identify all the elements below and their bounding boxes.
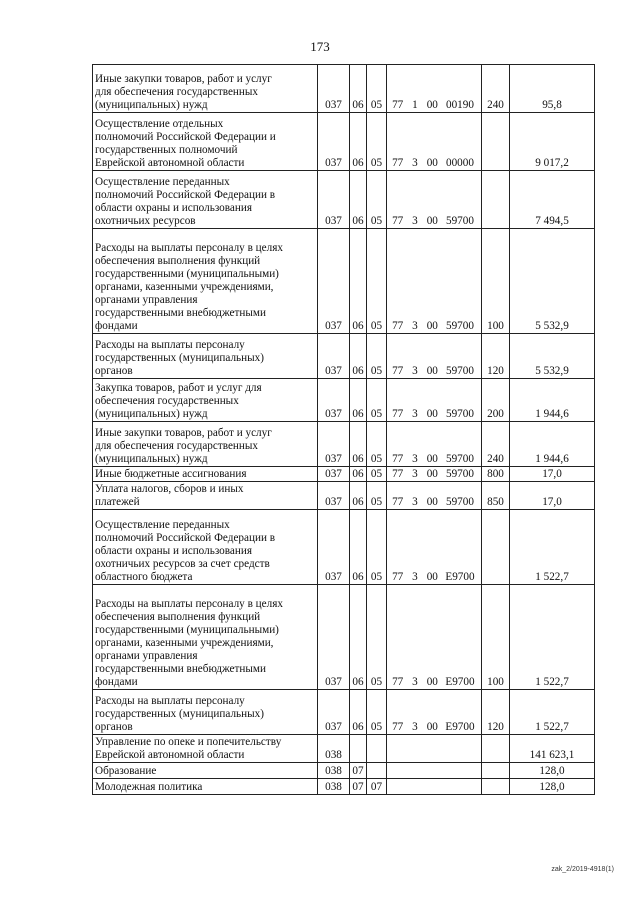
subsection-code-cell: 05 [367, 229, 387, 334]
subsection-code-cell: 05 [367, 585, 387, 690]
ministry-code-cell: 037 [318, 379, 350, 422]
section-code-cell: 06 [350, 482, 367, 510]
target-article-cell [387, 482, 482, 510]
section-code-cell: 06 [350, 422, 367, 467]
amount-cell: 141 623,1 [510, 735, 595, 763]
target-article-part: 77 [392, 571, 404, 583]
amount-cell: 1 944,6 [510, 422, 595, 467]
subsection-code-cell: 05 [367, 171, 387, 229]
target-article-part: E9700 [445, 571, 475, 583]
table-row [93, 779, 595, 795]
ministry-code-cell: 037 [318, 229, 350, 334]
budget-table [92, 64, 595, 795]
subsection-code-cell: 05 [367, 467, 387, 482]
target-article-part: 77 [392, 468, 404, 480]
target-article-cell [387, 113, 482, 171]
section-code-cell: 06 [350, 510, 367, 585]
ministry-code-cell: 037 [318, 690, 350, 735]
target-article-part: 00 [426, 721, 438, 733]
target-article-part: 3 [412, 468, 418, 480]
subsection-code-cell [367, 763, 387, 779]
target-article-part: 59700 [445, 496, 474, 508]
expense-name-cell: Управление по опеке и попечительству Еврейской автономной области [93, 735, 318, 763]
target-article-part: 3 [412, 571, 418, 583]
target-article-part: E9700 [445, 721, 475, 733]
amount-cell: 1 944,6 [510, 379, 595, 422]
target-article-cell [387, 422, 482, 467]
ministry-code-cell: 038 [318, 735, 350, 763]
target-article-part: 77 [392, 408, 404, 420]
target-article-part: 77 [392, 676, 404, 688]
target-article-part: 00 [426, 320, 438, 332]
table-row [93, 65, 595, 113]
target-article-part: 59700 [445, 215, 474, 227]
expense-name-cell: Закупка товаров, работ и услуг для обеспечения государственных (муниципальных) нужд [93, 379, 318, 422]
subsection-code-cell: 05 [367, 422, 387, 467]
section-code-cell: 07 [350, 779, 367, 795]
target-article-part: E9700 [445, 676, 475, 688]
ministry-code-cell: 037 [318, 422, 350, 467]
section-code-cell: 06 [350, 65, 367, 113]
page-number: 173 [310, 39, 330, 54]
amount-cell: 1 522,7 [510, 690, 595, 735]
section-code-cell: 06 [350, 690, 367, 735]
target-article-cell [387, 763, 482, 779]
subsection-code-cell: 05 [367, 65, 387, 113]
expense-name-cell: Расходы на выплаты персоналу государственных (муниципальных) органов [93, 690, 318, 735]
amount-cell: 128,0 [510, 779, 595, 795]
section-code-cell: 06 [350, 467, 367, 482]
subsection-code-cell: 05 [367, 334, 387, 379]
subsection-code-cell [367, 735, 387, 763]
expense-type-cell: 200 [482, 379, 510, 422]
target-article-part: 59700 [445, 320, 474, 332]
target-article-part: 00 [426, 453, 438, 465]
amount-cell: 7 494,5 [510, 171, 595, 229]
ministry-code-cell: 037 [318, 585, 350, 690]
table-row [93, 585, 595, 690]
ministry-code-cell: 038 [318, 779, 350, 795]
target-article-part: 59700 [445, 365, 474, 377]
amount-cell: 1 522,7 [510, 510, 595, 585]
ministry-code-cell: 037 [318, 467, 350, 482]
section-code-cell: 06 [350, 171, 367, 229]
expense-type-cell: 100 [482, 229, 510, 334]
target-article-cell [387, 467, 482, 482]
table-body [93, 65, 595, 795]
expense-type-cell: 120 [482, 334, 510, 379]
document-code: zak_2/2019-4918(1) [551, 866, 614, 873]
expense-name-cell: Расходы на выплаты персоналу государственных (муниципальных) органов [93, 334, 318, 379]
target-article-part: 77 [392, 453, 404, 465]
expense-type-cell [482, 735, 510, 763]
expense-name-cell: Иные закупки товаров, работ и услуг для обеспечения государственных (муниципальных) нужд [93, 65, 318, 113]
subsection-code-cell: 05 [367, 510, 387, 585]
target-article-cell [387, 229, 482, 334]
target-article-part: 3 [412, 365, 418, 377]
target-article-part: 3 [412, 496, 418, 508]
expense-type-cell [482, 113, 510, 171]
subsection-code-cell: 05 [367, 690, 387, 735]
target-article-part: 3 [412, 721, 418, 733]
target-article-part: 00 [426, 365, 438, 377]
expense-type-cell [482, 171, 510, 229]
target-article-part: 77 [392, 496, 404, 508]
expense-name-cell: Осуществление переданных полномочий Российской Федерации в области охраны и использования охотничьих ресурсов [93, 171, 318, 229]
expense-type-cell: 850 [482, 482, 510, 510]
expense-type-cell: 240 [482, 422, 510, 467]
target-article-part: 1 [412, 99, 418, 111]
table-row [93, 763, 595, 779]
target-article-part: 00 [426, 408, 438, 420]
subsection-code-cell: 05 [367, 113, 387, 171]
target-article-part: 77 [392, 99, 404, 111]
target-article-cell [387, 510, 482, 585]
ministry-code-cell: 037 [318, 171, 350, 229]
expense-type-cell [482, 510, 510, 585]
table-row [93, 690, 595, 735]
target-article-part: 00000 [445, 157, 474, 169]
table-row [93, 113, 595, 171]
target-article-part: 00 [426, 676, 438, 688]
table-row [93, 735, 595, 763]
expense-type-cell: 120 [482, 690, 510, 735]
target-article-part: 3 [412, 215, 418, 227]
target-article-part: 3 [412, 157, 418, 169]
expense-type-cell [482, 779, 510, 795]
section-code-cell [350, 735, 367, 763]
section-code-cell: 06 [350, 379, 367, 422]
expense-name-cell: Осуществление переданных полномочий Российской Федерации в области охраны и использования охотничьих ресурсов за счет средств областного бюджета [93, 510, 318, 585]
target-article-part: 00 [426, 215, 438, 227]
ministry-code-cell: 037 [318, 482, 350, 510]
table-row [93, 229, 595, 334]
target-article-part: 59700 [445, 408, 474, 420]
target-article-part: 77 [392, 365, 404, 377]
target-article-cell [387, 379, 482, 422]
expense-type-cell [482, 763, 510, 779]
target-article-part: 00190 [445, 99, 474, 111]
section-code-cell: 07 [350, 763, 367, 779]
target-article-part: 77 [392, 320, 404, 332]
ministry-code-cell: 037 [318, 65, 350, 113]
target-article-part: 77 [392, 215, 404, 227]
amount-cell: 17,0 [510, 467, 595, 482]
expense-name-cell: Уплата налогов, сборов и иных платежей [93, 482, 318, 510]
amount-cell: 95,8 [510, 65, 595, 113]
target-article-part: 00 [426, 99, 438, 111]
subsection-code-cell: 07 [367, 779, 387, 795]
target-article-part: 00 [426, 571, 438, 583]
amount-cell: 9 017,2 [510, 113, 595, 171]
subsection-code-cell: 05 [367, 482, 387, 510]
expense-type-cell: 240 [482, 65, 510, 113]
table-row [93, 467, 595, 482]
expense-type-cell: 800 [482, 467, 510, 482]
table-row [93, 379, 595, 422]
expense-type-cell: 100 [482, 585, 510, 690]
amount-cell: 1 522,7 [510, 585, 595, 690]
expense-name-cell: Расходы на выплаты персоналу в целях обеспечения выполнения функций государственными (муниципальными) органами, казенными учреждениями, органами управления государственными внебюджетными фондами [93, 229, 318, 334]
expense-name-cell: Молодежная политика [93, 779, 318, 795]
target-article-part: 00 [426, 157, 438, 169]
ministry-code-cell: 037 [318, 113, 350, 171]
amount-cell: 17,0 [510, 482, 595, 510]
amount-cell: 5 532,9 [510, 334, 595, 379]
section-code-cell: 06 [350, 585, 367, 690]
ministry-code-cell: 037 [318, 334, 350, 379]
target-article-part: 59700 [445, 453, 474, 465]
expense-name-cell: Расходы на выплаты персоналу в целях обеспечения выполнения функций государственными (муниципальными) органами, казенными учреждениями, органами управления государственными внебюджетными фондами [93, 585, 318, 690]
expense-name-cell: Осуществление отдельных полномочий Российской Федерации и государственных полномочий Еврейской автономной области [93, 113, 318, 171]
table-row [93, 482, 595, 510]
table-row [93, 422, 595, 467]
amount-cell: 128,0 [510, 763, 595, 779]
amount-cell: 5 532,9 [510, 229, 595, 334]
target-article-part: 3 [412, 676, 418, 688]
section-code-cell: 06 [350, 334, 367, 379]
target-article-cell [387, 585, 482, 690]
target-article-cell [387, 779, 482, 795]
section-code-cell: 06 [350, 229, 367, 334]
section-code-cell: 06 [350, 113, 367, 171]
target-article-part: 00 [426, 468, 438, 480]
expense-name-cell: Иные закупки товаров, работ и услуг для обеспечения государственных (муниципальных) нужд [93, 422, 318, 467]
target-article-cell [387, 171, 482, 229]
ministry-code-cell: 038 [318, 763, 350, 779]
table-row [93, 510, 595, 585]
target-article-part: 3 [412, 453, 418, 465]
target-article-cell [387, 690, 482, 735]
subsection-code-cell: 05 [367, 379, 387, 422]
target-article-cell [387, 65, 482, 113]
target-article-part: 77 [392, 157, 404, 169]
target-article-part: 3 [412, 408, 418, 420]
expense-name-cell: Образование [93, 763, 318, 779]
ministry-code-cell: 037 [318, 510, 350, 585]
table-row [93, 334, 595, 379]
expense-name-cell: Иные бюджетные ассигнования [93, 467, 318, 482]
target-article-part: 3 [412, 320, 418, 332]
target-article-part: 00 [426, 496, 438, 508]
target-article-part: 59700 [445, 468, 474, 480]
target-article-cell [387, 735, 482, 763]
target-article-cell [387, 334, 482, 379]
target-article-part: 77 [392, 721, 404, 733]
table-row [93, 171, 595, 229]
